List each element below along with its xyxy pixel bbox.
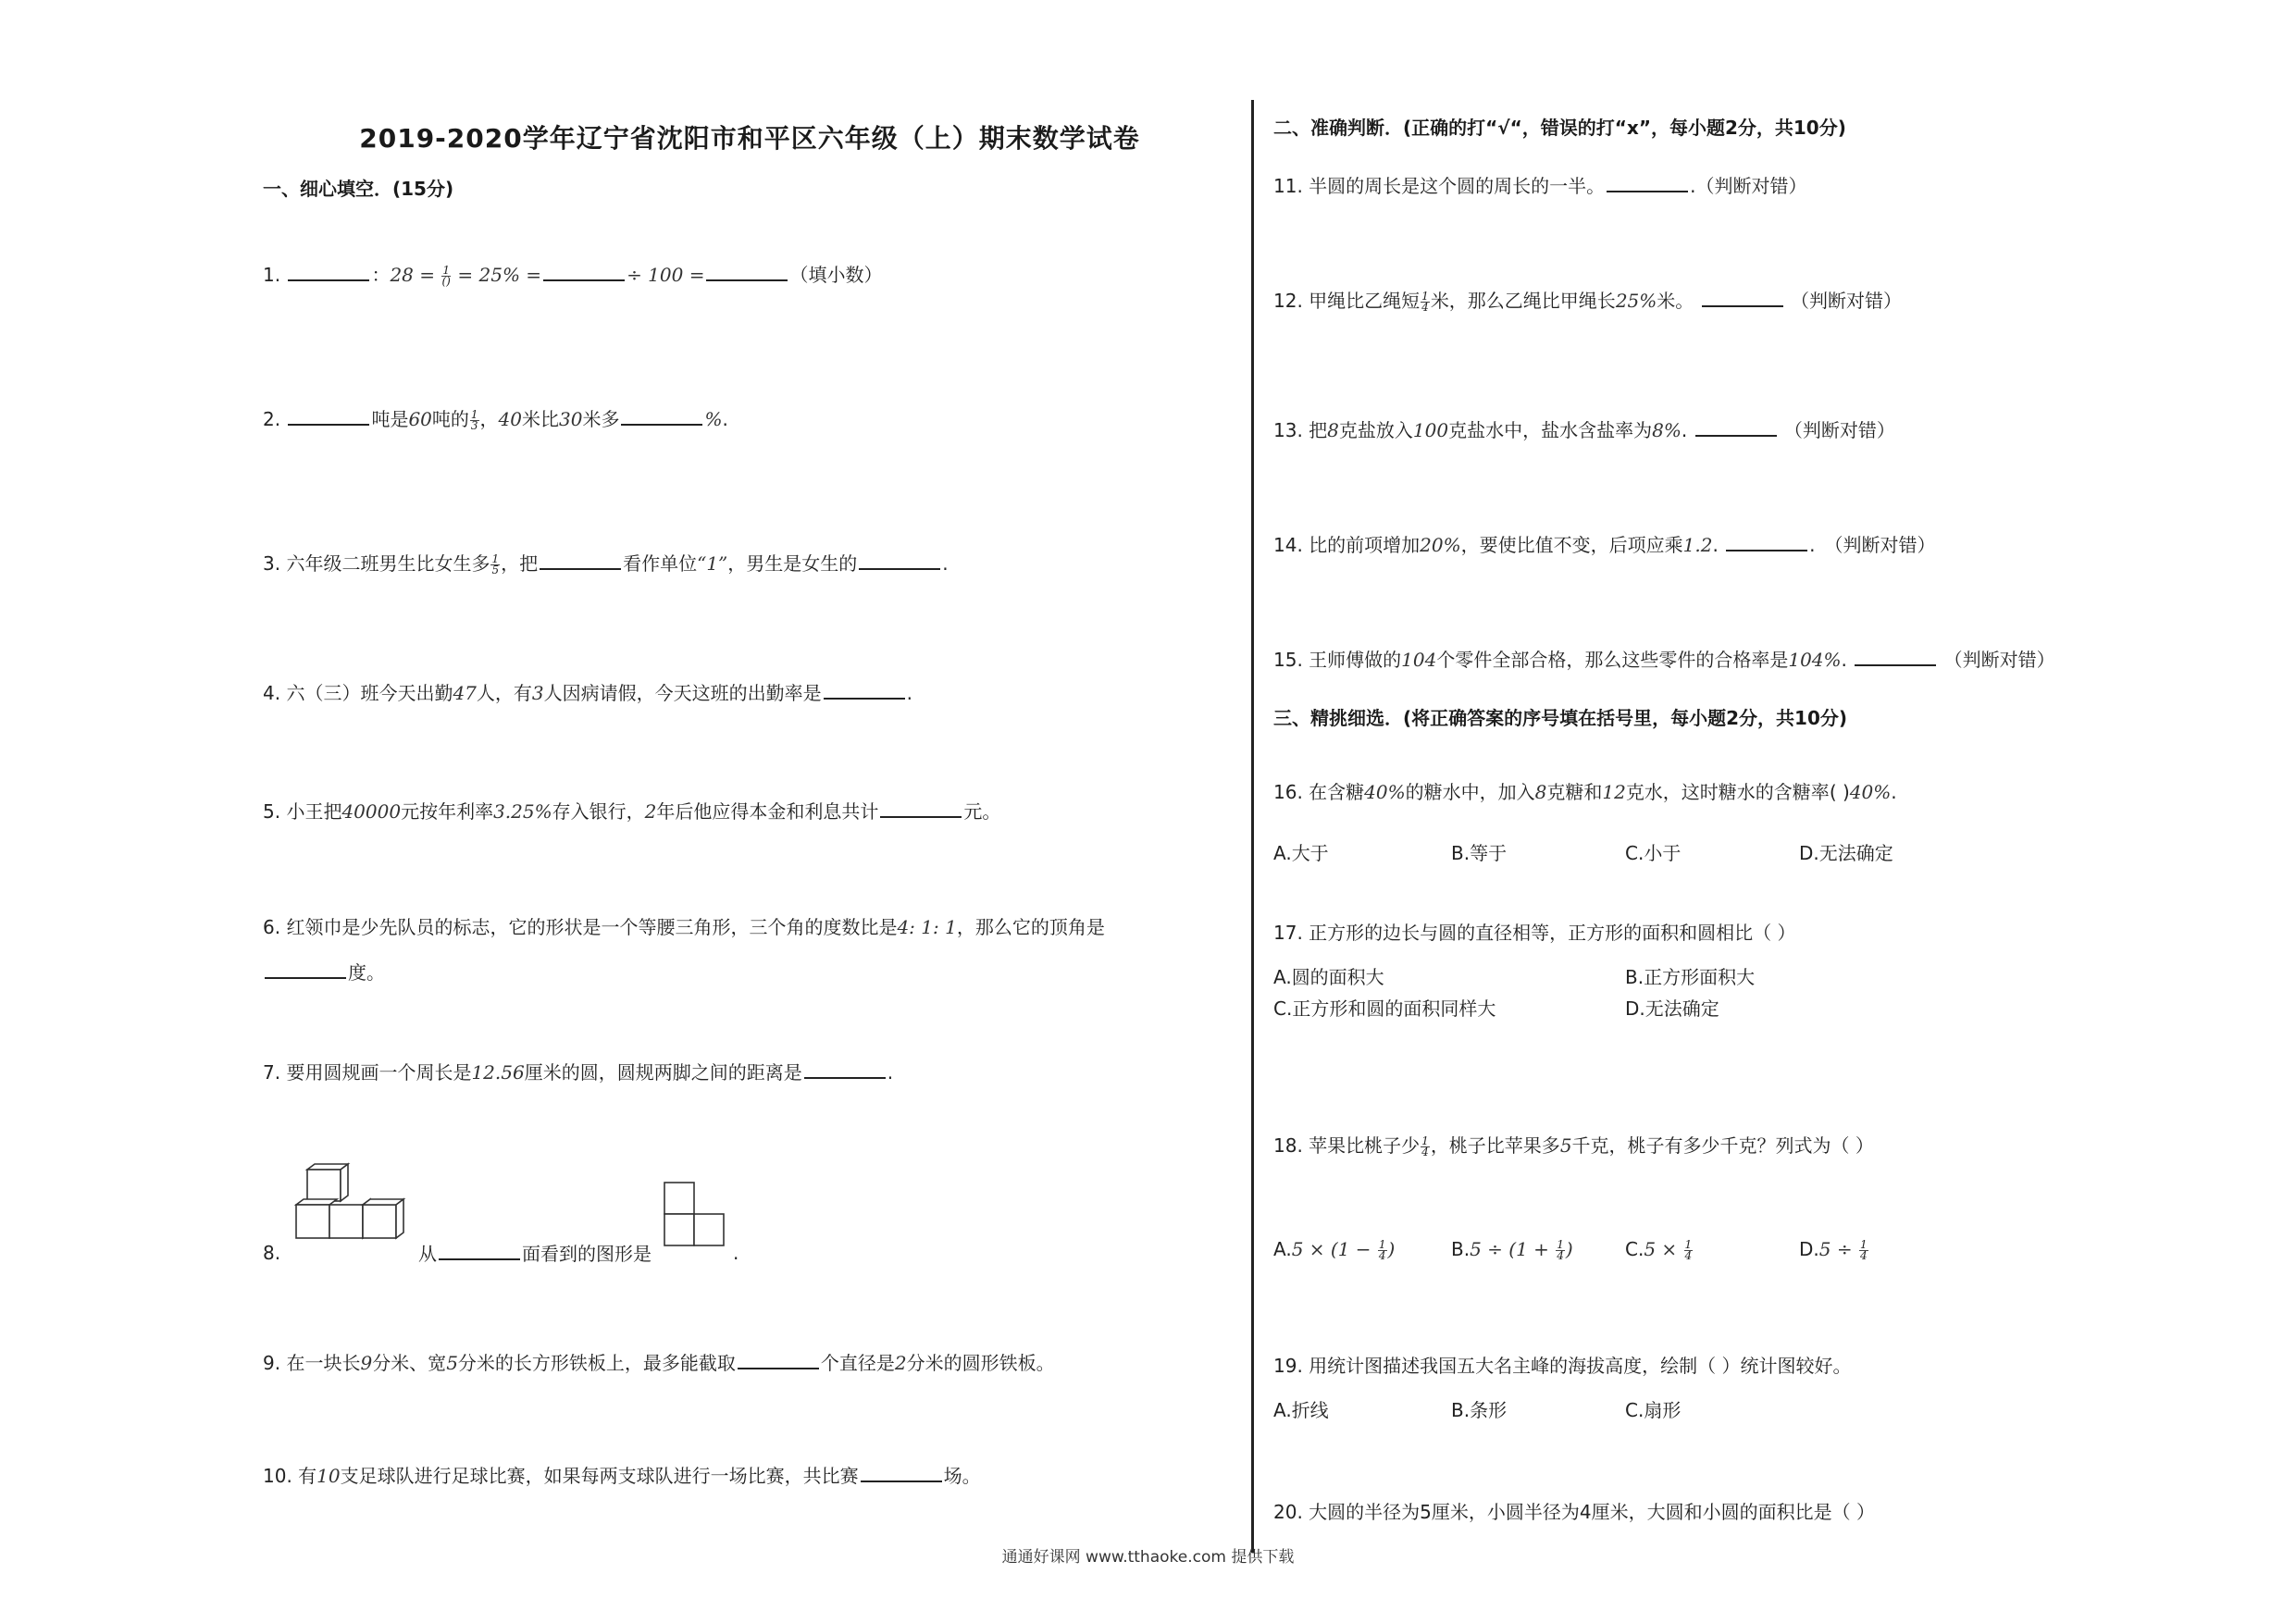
q18-option-c[interactable]: C.5 × $\frac{1}{4}$ bbox=[1625, 1238, 1693, 1262]
answer-blank[interactable] bbox=[880, 798, 962, 818]
q19-option-c[interactable]: C.扇形 bbox=[1625, 1399, 1682, 1421]
q16-option-c[interactable]: C.小于 bbox=[1625, 842, 1682, 864]
section-3-heading: 三、精挑细选．(将正确答案的序号填在括号里，每小题2分，共10分) bbox=[1273, 707, 1848, 729]
answer-blank[interactable] bbox=[540, 550, 621, 570]
question-6-cont: 度。 bbox=[263, 959, 385, 985]
answer-blank[interactable] bbox=[621, 405, 702, 426]
answer-blank[interactable] bbox=[861, 1462, 942, 1482]
answer-blank[interactable] bbox=[859, 550, 940, 570]
q17-option-b[interactable]: B.正方形面积大 bbox=[1625, 966, 1756, 988]
answer-blank[interactable] bbox=[804, 1059, 886, 1079]
question-7: 7. 要用圆规画一个周长是12.56厘米的圆，圆规两脚之间的距离是 . bbox=[263, 1059, 893, 1085]
question-18: 18. 苹果比桃子少 $\frac{1}{4}$ ，桃子比苹果多5千克，桃子有多少千克？列式为（ ） bbox=[1273, 1134, 1874, 1158]
question-6: 6. 红领巾是少先队员的标志，它的形状是一个等腰三角形，三个角的度数比是4: 1: 1，那么它的顶角是 bbox=[263, 916, 1105, 938]
question-12: 12. 甲绳比乙绳短 $\frac{1}{4}$ 米，那么乙绳比甲绳长25%米。 （判断对错） bbox=[1273, 287, 1902, 314]
fraction: $\frac{1}{5}$ bbox=[491, 552, 500, 576]
question-8-end: . bbox=[733, 1242, 739, 1264]
answer-blank[interactable] bbox=[738, 1349, 819, 1369]
question-8-number: 8. bbox=[263, 1242, 281, 1264]
question-10: 10. 有10支足球队进行足球比赛，如果每两支球队进行一场比赛，共比赛 场。 bbox=[263, 1462, 981, 1489]
q17-option-c[interactable]: C.正方形和圆的面积同样大 bbox=[1273, 997, 1496, 1020]
question-16: 16. 在含糖40%的糖水中，加入8克糖和12克水，这时糖水的含糖率( )40%. bbox=[1273, 781, 1897, 803]
question-3: 3. 六年级二班男生比女生多 $\frac{1}{5}$ ，把 看作单位“1”，男生是女生的 . bbox=[263, 550, 949, 576]
fraction: $\frac{1}{4}$ bbox=[1421, 1134, 1429, 1158]
column-divider bbox=[1251, 100, 1254, 1553]
answer-blank[interactable] bbox=[1607, 172, 1688, 192]
answer-blank[interactable] bbox=[1695, 416, 1777, 437]
q17-option-a[interactable]: A.圆的面积大 bbox=[1273, 966, 1384, 988]
fraction: $\frac{1}{4}$ bbox=[1421, 290, 1429, 314]
page-title: 2019-2020学年辽宁省沈阳市和平区六年级（上）期末数学试卷 bbox=[359, 123, 1140, 154]
question-9: 9. 在一块长9分米、宽5分米的长方形铁板上，最多能截取 个直径是2分米的圆形铁板。 bbox=[263, 1349, 1055, 1376]
q16-option-a[interactable]: A.大于 bbox=[1273, 842, 1329, 864]
answer-blank[interactable] bbox=[288, 261, 369, 281]
question-13: 13. 把8克盐放入100克盐水中，盐水含盐率为8%. （判断对错） bbox=[1273, 416, 1895, 443]
answer-blank[interactable] bbox=[543, 261, 625, 281]
section-1-heading: 一、细心填空．(15分) bbox=[263, 178, 454, 200]
answer-blank[interactable] bbox=[706, 261, 788, 281]
answer-blank[interactable] bbox=[1726, 531, 1807, 551]
question-1: 1. ：28 = $\frac{1}{()}$ = 25% = ÷ 100 = （填小数） bbox=[263, 261, 882, 288]
question-17: 17. 正方形的边长与圆的直径相等，正方形的面积和圆相比（ ） bbox=[1273, 922, 1796, 944]
answer-blank[interactable] bbox=[439, 1240, 520, 1260]
q16-option-d[interactable]: D.无法确定 bbox=[1799, 842, 1893, 864]
q16-option-b[interactable]: B.等于 bbox=[1451, 842, 1508, 864]
q19-option-a[interactable]: A.折线 bbox=[1273, 1399, 1329, 1421]
section-2-heading: 二、准确判断．(正确的打“√“，错误的打“x”，每小题2分，共10分) bbox=[1273, 117, 1846, 139]
fraction: $\frac{1}{()}$ bbox=[441, 264, 451, 288]
question-15: 15. 王师傅做的104个零件全部合格，那么这些零件的合格率是104%. （判断对错） bbox=[1273, 646, 2055, 673]
answer-blank[interactable] bbox=[265, 959, 346, 979]
cube-stack-figure bbox=[294, 1162, 415, 1255]
question-11: 11. 半圆的周长是这个圆的周长的一半。 .（判断对错） bbox=[1273, 172, 1807, 199]
q17-option-d[interactable]: D.无法确定 bbox=[1625, 997, 1719, 1020]
question-8: 从 面看到的图形是 bbox=[418, 1240, 652, 1267]
answer-blank[interactable] bbox=[824, 679, 905, 700]
footer-text: 通通好课网 www.tthaoke.com 提供下载 bbox=[1001, 1548, 1295, 1567]
q18-option-b[interactable]: B.5 ÷ (1 + $\frac{1}{4}$ ) bbox=[1451, 1238, 1573, 1262]
answer-blank[interactable] bbox=[1702, 287, 1783, 307]
question-20: 20. 大圆的半径为5厘米，小圆半径为4厘米，大圆和小圆的面积比是（ ） bbox=[1273, 1501, 1875, 1523]
question-5: 5. 小王把40000元按年利率3.25%存入银行，2年后他应得本金和利息共计 元。 bbox=[263, 798, 1000, 824]
question-2: 2. 吨是60吨的 $\frac{1}{3}$ ，40米比30米多 %. bbox=[263, 405, 728, 432]
question-4: 4. 六（三）班今天出勤47人，有3人因病请假，今天这班的出勤率是 . bbox=[263, 679, 912, 706]
question-19: 19. 用统计图描述我国五大名主峰的海拔高度，绘制（ ）统计图较好。 bbox=[1273, 1355, 1852, 1377]
fraction: $\frac{1}{3}$ bbox=[470, 408, 478, 432]
question-14: 14. 比的前项增加20%，要使比值不变，后项应乘1.2. . （判断对错） bbox=[1273, 531, 1936, 558]
answer-blank[interactable] bbox=[288, 405, 369, 426]
answer-blank[interactable] bbox=[1855, 646, 1936, 666]
q19-option-b[interactable]: B.条形 bbox=[1451, 1399, 1508, 1421]
q18-option-a[interactable]: A.5 × (1 − $\frac{1}{4}$ ) bbox=[1273, 1238, 1396, 1262]
q18-option-d[interactable]: D.5 ÷ $\frac{1}{4}$ bbox=[1799, 1238, 1868, 1262]
view-shape-figure bbox=[663, 1181, 727, 1251]
